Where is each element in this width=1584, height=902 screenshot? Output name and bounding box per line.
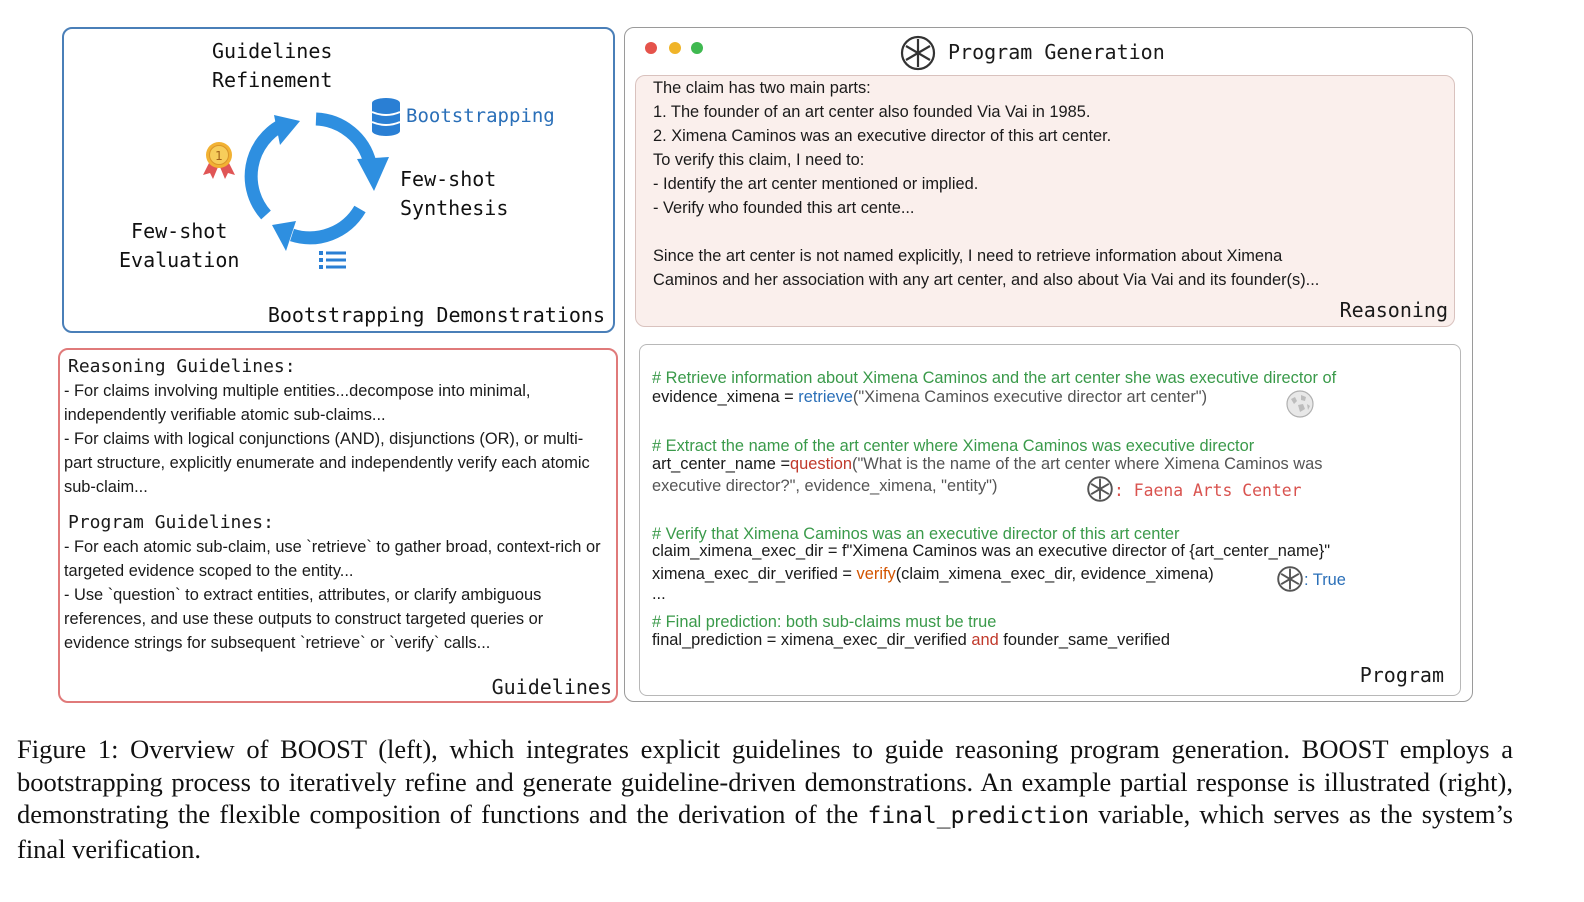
reasoning-line: To verify this claim, I need to: xyxy=(653,151,865,169)
and-keyword: and xyxy=(971,631,999,649)
code-var: founder_same_verified xyxy=(998,631,1171,649)
code-arg: ("What is the name of the art center where Ximena Caminos was xyxy=(852,455,1323,473)
code-var: final_prediction = ximena_exec_dir_verified xyxy=(652,631,972,649)
program-footer: Program xyxy=(1359,663,1444,687)
code-var: evidence_ximena = xyxy=(652,388,799,406)
reasoning-line: 1. The founder of an art center also founded Via Vai in 1985. xyxy=(653,103,1091,121)
synthesis-line2: Synthesis xyxy=(400,196,509,220)
figure-caption xyxy=(17,733,1513,865)
reasoning-box xyxy=(635,75,1455,327)
refinement-line1: Guidelines xyxy=(212,39,333,63)
program-box xyxy=(639,344,1461,696)
openai-logo-icon xyxy=(1276,565,1304,593)
reasoning-line: 2. Ximena Caminos was an executive director of this art center. xyxy=(653,127,1112,145)
program-guideline-1: - For each atomic sub-claim, use `retrieve` to gather broad, context-rich or targeted evidence scoped to the entity... xyxy=(64,538,601,580)
code-arg: (claim_ximena_exec_dir, evidence_ximena) xyxy=(895,565,1214,583)
reasoning-guideline-1: - For claims involving multiple entities...decompose into minimal, independently verifiable atomic sub-claims... xyxy=(64,382,531,424)
reasoning-guideline-2: - For claims with logical conjunctions (AND), disjunctions (OR), or multi-part structure, explicitly enumerate and independently verify each atomic sub-claim... xyxy=(64,430,590,496)
openai-logo-icon xyxy=(1086,475,1114,503)
medal-number: 1 xyxy=(215,149,223,163)
evaluation-line2: Evaluation xyxy=(119,248,240,272)
openai-logo-icon xyxy=(899,34,937,72)
code-ellipsis: ... xyxy=(652,585,666,603)
synthesis-line1: Few-shot xyxy=(400,167,497,191)
program-guidelines-heading: Program Guidelines: xyxy=(68,512,274,533)
medal-icon xyxy=(199,139,239,181)
bootstrapping-panel xyxy=(62,27,615,333)
reasoning-line: - Identify the art center mentioned or implied. xyxy=(653,175,979,193)
few-shot-evaluation-label xyxy=(119,217,239,275)
retrieve-function: retrieve xyxy=(798,388,853,406)
code-comment: # Extract the name of the art center where Ximena Caminos was executive director xyxy=(652,437,1255,455)
verify-function: verify xyxy=(856,565,896,583)
guidelines-footer: Guidelines xyxy=(491,675,612,699)
bootstrapping-footer: Bootstrapping Demonstrations xyxy=(267,303,605,327)
maximize-dot-icon xyxy=(691,42,703,54)
guidelines-panel xyxy=(58,348,618,703)
code-comment: # Final prediction: both sub-claims must be true xyxy=(652,613,997,631)
code-line xyxy=(652,455,1322,474)
reasoning-line xyxy=(653,220,1454,244)
program-guideline-2: - Use `question` to extract entities, attributes, or clarify ambiguous references, and use these outputs to construct targeted queries or evidence strings for subsequent `retrieve` or `verify` calls... xyxy=(64,586,544,652)
reasoning-guidelines-heading: Reasoning Guidelines: xyxy=(68,356,296,377)
reasoning-footer: Reasoning xyxy=(1339,298,1448,322)
code-line: claim_ximena_exec_dir = f"Ximena Caminos was an executive director of {art_center_name}" xyxy=(652,542,1331,560)
minimize-dot-icon xyxy=(669,42,681,54)
program-generation-title: Program Generation xyxy=(948,40,1165,64)
code-line-continuation: executive director?", evidence_ximena, "entity") xyxy=(652,477,998,495)
question-answer: : Faena Arts Center xyxy=(1114,481,1302,500)
reasoning-line: Since the art center is not named explicitly, I need to retrieve information about Ximena xyxy=(653,247,1283,265)
evaluation-line1: Few-shot xyxy=(131,219,228,243)
program-generation-panel xyxy=(624,27,1473,702)
verify-answer: : True xyxy=(1304,571,1346,589)
few-shot-synthesis-label xyxy=(400,165,508,223)
code-line xyxy=(652,631,1170,650)
code-arg: ("Ximena Caminos executive director art center") xyxy=(852,388,1208,406)
wikipedia-globe-icon xyxy=(1285,389,1315,419)
caption-code: final_prediction xyxy=(867,803,1090,829)
cycle-arrows-icon xyxy=(234,101,394,251)
question-function: question xyxy=(790,455,853,473)
code-comment: # Verify that Ximena Caminos was an executive director of this art center xyxy=(652,525,1180,543)
reasoning-line: The claim has two main parts: xyxy=(653,79,871,97)
code-line xyxy=(652,565,1214,584)
reasoning-line: - Verify who founded this art cente... xyxy=(653,199,915,217)
bootstrapping-label: Bootstrapping xyxy=(406,105,555,127)
refinement-line2: Refinement xyxy=(212,68,333,92)
code-var: art_center_name = xyxy=(652,455,791,473)
close-dot-icon xyxy=(645,42,657,54)
caption-text: variable, which serves as the system’s final verification. xyxy=(17,799,1513,864)
guidelines-refinement-label xyxy=(212,37,332,95)
code-var: ximena_exec_dir_verified = xyxy=(652,565,857,583)
code-line xyxy=(652,388,1207,407)
reasoning-line: Caminos and her association with any art center, and also about Via Vai and its founder(s)... xyxy=(653,271,1320,289)
list-icon xyxy=(319,249,347,271)
code-comment: # Retrieve information about Ximena Caminos and the art center she was executive director of xyxy=(652,369,1337,387)
caption-text: Figure 1: Overview of BOOST (left), which integrates explicit guidelines to guide reasoning program generation. BOOST employs a bootstrapping process to iteratively refine and generate guideline-driven demonstrations. An example partial response is illustrated (right), demonstrating the flexible composition of functions and the derivation of the xyxy=(17,734,1513,829)
